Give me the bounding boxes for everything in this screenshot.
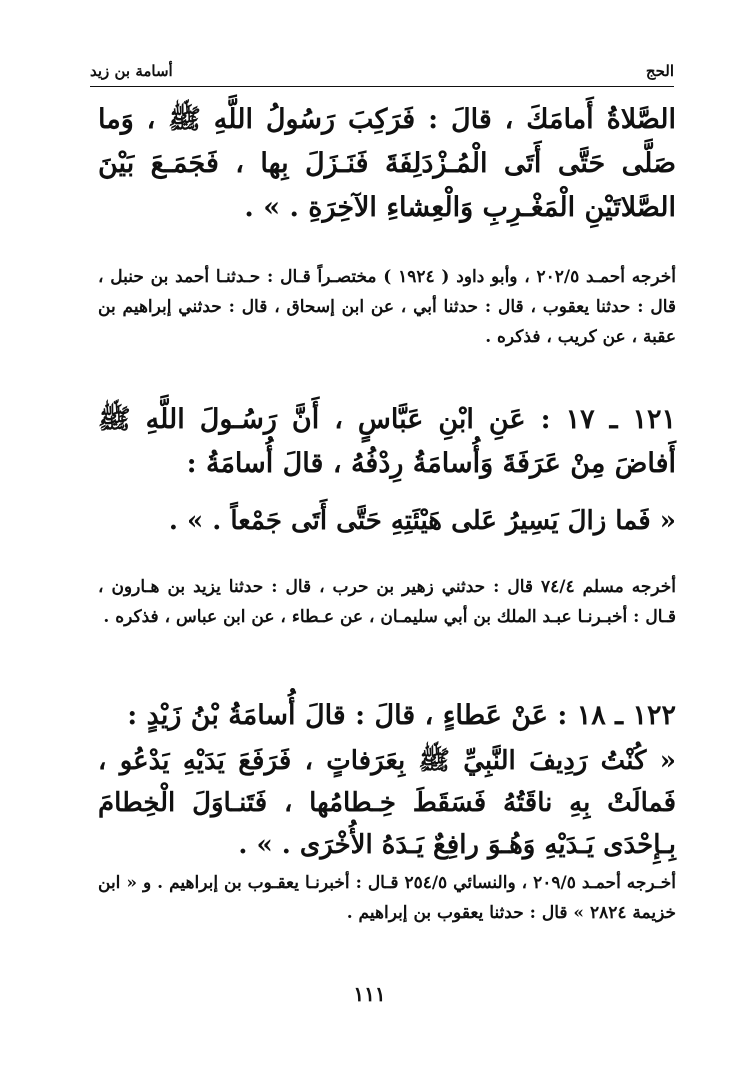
hadith-continuation: الصَّلاةُ أَمامَكَ ، قالَ : فَرَكِبَ رَسُولُ اللَّهِ ﷺ ، وَما صَلَّى حَتَّى أَتَى الْمُـزْدَلِفَةَ فَنَـزَلَ بِها ، فَجَمَـعَ بَيْنَ الصَّلاتَيْنِ الْمَغْـرِبِ وَالْعِشاءِ الآخِرَةِ . » . [98,104,676,223]
takhrij-note: أخرجه أحمـد ٢٠٢/٥ ، وأبو داود ( ١٩٢٤ ) مختصـراً قـال : حـدثنـا أحمد بن حنبل ، قال : حدثنا يعقوب ، قال : حدثنا أبي ، عن ابن إسحاق ، قال : حدثني إبراهيم بن عقبة ، عن كريب ، فذكره . [98,267,676,347]
takhrij-note: أخرجه مسلم ٧٤/٤ قال : حدثني زهير بن حرب ، قال : حدثنا يزيد بن هـارون ، قـال : أخبـرنـا عبـد الملك بن أبي سليمـان ، عن عـطاء ، عن ابن عباس ، فذكره . [98,577,676,627]
running-header [90,60,674,87]
takhrij-note: أخـرجه أحمـد ٢٠٩/٥ ، والنسائي ٢٥٤/٥ قـال : أخبرنـا يعقـوب بن إبراهيم . و « ابن خزيمة ٢٨٢٤ » قال : حدثنا يعقوب بن إبراهيم . [98,873,676,923]
page-number: ١١١ [353,982,386,1006]
hadith-quote: « كُنْتُ رَدِيفَ النَّبِيِّ ﷺ بِعَرَفاتٍ ، فَرَفَعَ يَدَيْهِ يَدْعُو ، فَمالَتْ بِهِ ناقَتُهُ فَسَقَطَ خِـطامُها ، فَتَنـاوَلَ الْخِطامَ بِـإِحْدَى يَـدَيْهِ وَهُـوَ رافِعٌ يَـدَهُ الأُخْرَى . » . [98,746,676,860]
hadith-121: ١٢١ ـ ١٧ : عَنِ ابْنِ عَبَّاسٍ ، أَنَّ رَسُـولَ اللَّهِ ﷺ أَفاضَ مِنْ عَرَفَةَ وَأُسامَةُ رِدْفُهُ ، قالَ أُسامَةُ : [98,404,676,479]
section-subject: أسامة بن زيد [90,62,173,80]
hadith-122: ١٢٢ ـ ١٨ : عَنْ عَطاءٍ ، قالَ : قالَ أُسامَةُ بْنُ زَيْدٍ : [127,700,676,731]
chapter-title: الحج [645,62,674,80]
hadith-quote: « فَما زالَ يَسِيرُ عَلى هَيْئَتِهِ حَتَّى أَتَى جَمْعاً . » . [168,506,676,536]
